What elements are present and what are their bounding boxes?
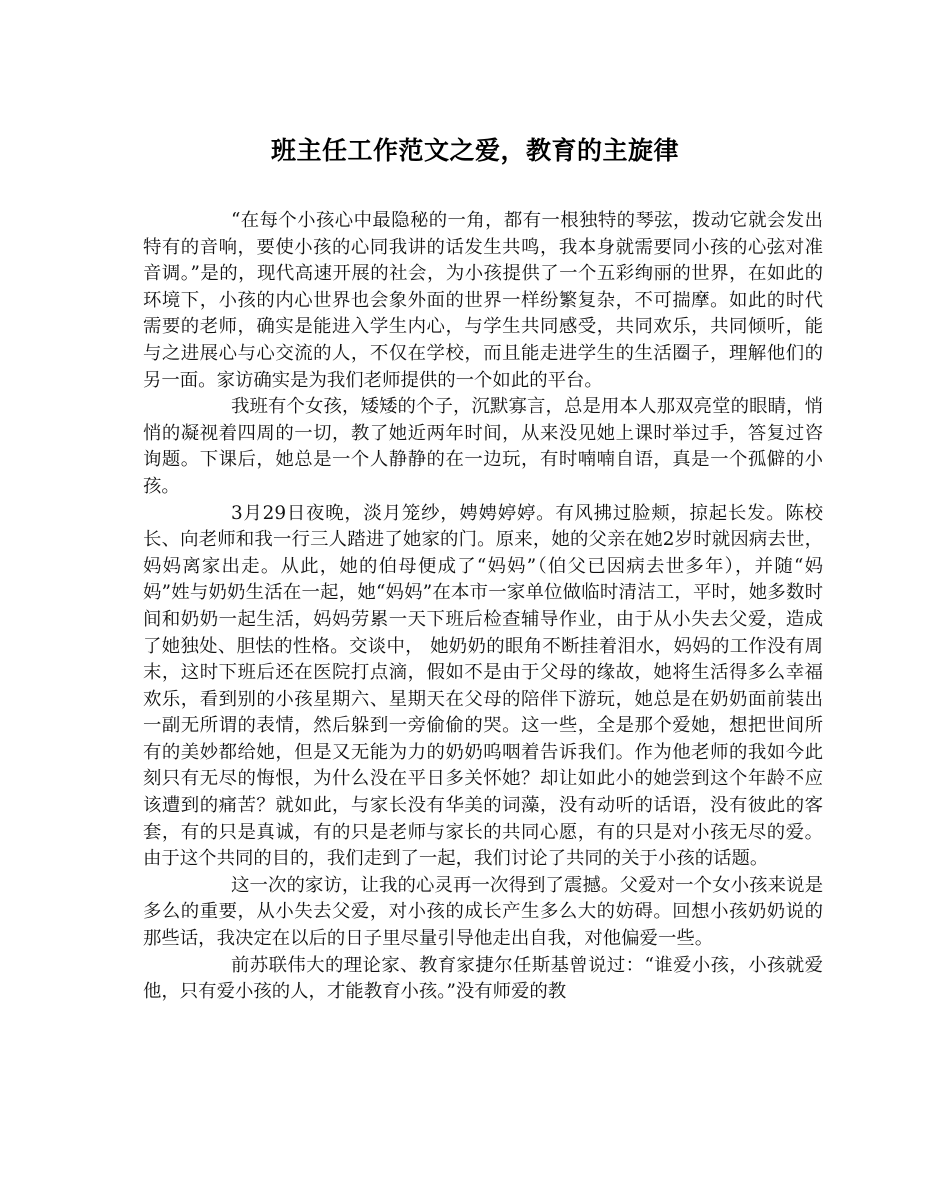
document-title: 班主任工作范文之爱，教育的主旋律 [270,136,679,165]
paragraph-1: “在每个小孩心中最隐秘的一角，都有一根独特的琴弦，拨动它就会发出特有的音响，要使小孩的心同我讲的话发生共鸣，我本身就需要同小孩的心弦对准音调。”是的，现代高速开展的社会，为小孩提供了一个五彩绚丽的世界，在如此的环境下，小孩的内心世界也会象外面的世界一样纷繁复杂，不可揣摩。如此的时代需要的老师，确实是能进入学生内心，与学生共同感受，共同欢乐，共同倾听，能与之进展心与心交流的人，不仅在学校，而且能走进学生的生活圈子，理解他们的另一面。家访确实是为我们老师提供的一个如此的平台。 [143,210,823,391]
paragraph-4: 这一次的家访，让我的心灵再一次得到了震撼。父爱对一个女小孩来说是多么的重要，从小失去父爱，对小孩的成长产生多么大的妨碍。回想小孩奶奶说的那些话，我决定在以后的日子里尽量引导他走出自我，对他偏爱一些。 [143,874,823,950]
document-body [143,208,823,1006]
paragraph-5: 前苏联伟大的理论家、教育家捷尔任斯基曾说过：“谁爱小孩，小孩就爱他，只有爱小孩的人，才能教育小孩。”没有师爱的教 [143,954,823,1003]
paragraph-2: 我班有个女孩，矮矮的个子，沉默寡言，总是用本人那双亮堂的眼睛，悄悄的凝视着四周的一切，教了她近两年时间，从来没见她上课时举过手，答复过咨询题。下课后，她总是一个人静静的在一边玩，有时喃喃自语，真是一个孤僻的小孩。 [143,396,823,497]
paragraph-3: 3月29日夜晚，淡月笼纱，娉娉婷婷。有风拂过脸颊，掠起长发。陈校长、向老师和我一行三人踏进了她家的门。原来，她的父亲在她2岁时就因病去世，妈妈离家出走。从此，她的伯母便成了“妈妈”（伯父已因病去世多年），并随“妈妈”姓与奶奶生活在一起，她“妈妈”在本市一家单位做临时清洁工，平时，她多数时间和奶奶一起生活，妈妈劳累一天下班后检查辅导作业，由于从小失去父爱，造成了她独处、胆怯的性格。交谈中， 她奶奶的眼角不断挂着泪水，妈妈的工作没有周末，这时下班后还在医院打点滴，假如不是由于父母的缘故，她将生活得多么幸福欢乐，看到别的小孩星期六、星期天在父母的陪伴下游玩，她总是在奶奶面前装出一副无所谓的表情，然后躲到一旁偷偷的哭。这一些，全是那个爱她，想把世间所有的美妙都给她，但是又无能为力的奶奶呜咽着告诉我们。作为他老师的我如今此刻只有无尽的悔恨，为什么没在平日多关怀她？却让如此小的她尝到这个年龄不应该遭到的痛苦？就如此，与家长没有华美的词藻，没有动听的话语，没有彼此的客套，有的只是真诚，有的只是老师与家长的共同心愿，有的只是对小孩无尽的爱。由于这个共同的目的，我们走到了一起，我们讨论了共同的关于小孩的话题。 [143,502,823,870]
